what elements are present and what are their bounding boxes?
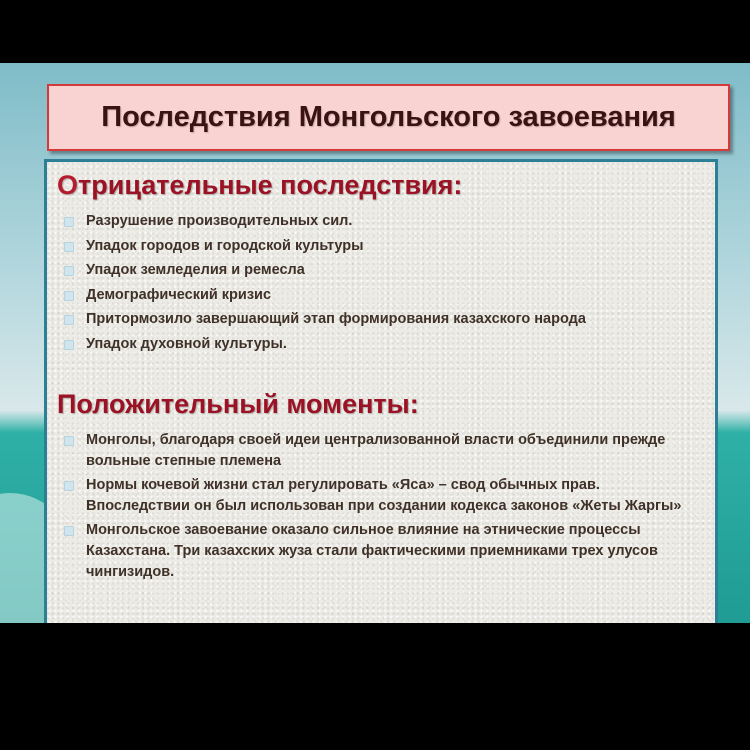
list-item-text: Упадок земледелия и ремесла — [86, 262, 305, 279]
list-item — [61, 334, 707, 355]
bullet-icon — [64, 526, 74, 536]
content-panel — [44, 159, 718, 623]
list-item — [61, 520, 707, 583]
bullet-icon — [64, 266, 74, 276]
list-item-text: Упадок городов и городской культуры — [86, 237, 364, 254]
list-item — [61, 430, 707, 472]
bullet-icon — [64, 436, 74, 446]
list-item — [61, 309, 707, 330]
list-item-text: Монголы, благодаря своей идеи централизованной власти объединили прежде вольные степные племена — [86, 432, 666, 469]
negative-list — [61, 211, 707, 355]
slide — [0, 63, 750, 623]
bullet-icon — [64, 481, 74, 491]
list-item-text: Демографический кризис — [86, 286, 272, 303]
list-item-text: Монгольское завоевание оказало сильное влияние на этнические процессы Казахстана. Три казахских жуза стали фактическими приемниками трех улусов чингизидов. — [86, 522, 658, 580]
list-item — [61, 285, 707, 306]
positive-list — [61, 430, 707, 583]
bullet-icon — [64, 242, 74, 252]
bullet-icon — [64, 217, 74, 227]
list-item — [61, 260, 707, 281]
bullet-icon — [64, 315, 74, 325]
list-item — [61, 211, 707, 232]
negative-heading — [57, 170, 462, 201]
slide-title: Последствия Монгольского завоевания — [101, 101, 676, 133]
list-item-text: Разрушение производительных сил. — [86, 213, 353, 229]
negative-heading-rest: трицательные последствия: — [78, 170, 463, 200]
list-item-text: Упадок духовной культуры. — [86, 335, 287, 352]
list-item-text: Притормозило завершающий этап формирования казахского народа — [86, 311, 586, 328]
negative-heading-first-letter: О — [57, 170, 79, 200]
title-banner — [47, 84, 730, 151]
list-item-text: Нормы кочевой жизни стал регулировать «Яса» – свод обычных прав. Впоследствии он был использован при создании кодекса законов «Жеты Жаргы» — [86, 477, 682, 514]
list-item — [61, 236, 707, 257]
list-item — [61, 475, 707, 517]
bullet-icon — [64, 291, 74, 301]
positive-heading: Положительный моменты: — [57, 389, 419, 419]
bullet-icon — [64, 340, 74, 350]
